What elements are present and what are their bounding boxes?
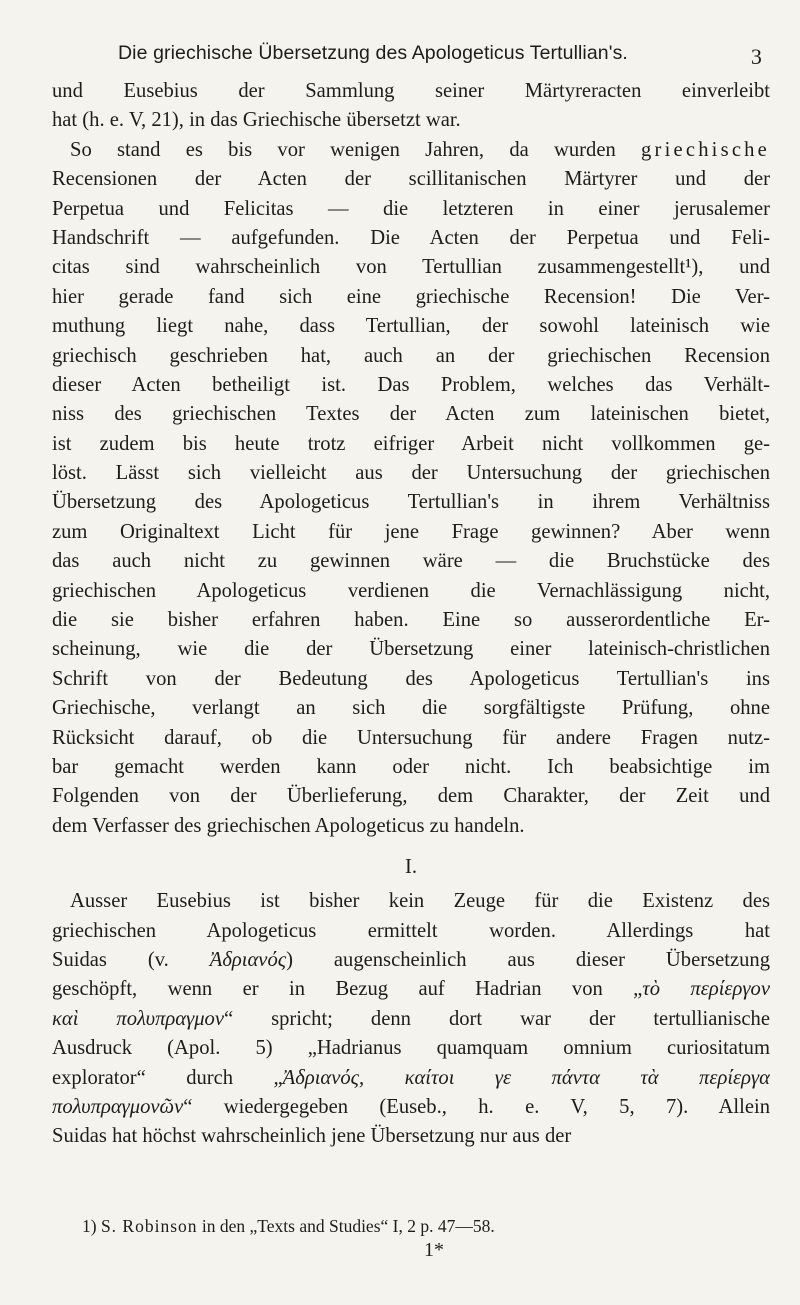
text-line: Recensionen der Acten der scillitanischen Märtyrer und der (52, 168, 770, 191)
text-line: Schrift von der Bedeutung des Apologeticus Tertullian's ins (52, 667, 770, 690)
text-line: niss des griechischen Textes der Acten zum lateinischen bietet, (52, 403, 770, 426)
text-line: citas sind wahrscheinlich von Tertullian zusammengestellt¹), und (52, 256, 770, 279)
text-line: dem Verfasser des griechischen Apologeticus zu handeln. (52, 814, 525, 837)
text-span: “ spricht; denn dort war der tertullianische (223, 1007, 770, 1030)
greek-term: πολυπραγμονῶν (52, 1095, 184, 1118)
text-line: zum Originaltext Licht für jene Frage gewinnen? Aber wenn (52, 520, 770, 543)
text-line: muthung liegt nahe, dass Tertullian, der sowohl lateinisch wie (52, 315, 770, 338)
text-line: hat (h. e. V, 21), in das Griechische übersetzt war. (52, 109, 461, 132)
text-line: Griechische, verlangt an sich die sorgfältigste Prüfung, ohne (52, 697, 770, 720)
greek-term: Ἀδριανός (209, 948, 287, 971)
main-text (52, 77, 770, 1152)
page-number: 3 (750, 44, 762, 69)
text-line: löst. Lässt sich vielleicht aus der Untersuchung der griechischen (52, 462, 770, 485)
text-line: Suidas hat höchst wahrscheinlich jene Übersetzung nur aus der (52, 1125, 572, 1148)
greek-term: καὶ πολυπραγμον (52, 1007, 224, 1030)
footnote-marker: 1) (82, 1216, 97, 1236)
text-line: griechischen Apologeticus verdienen die Vernachlässigung nicht, (52, 579, 770, 602)
footnote-text: in den „Texts and Studies“ I, 2 p. 47—58. (197, 1216, 495, 1236)
text-line (52, 1093, 770, 1122)
text-line: bar gemacht werden kann oder nicht. Ich beabsichtige im (52, 755, 770, 778)
text-line: das auch nicht zu gewinnen wäre — die Bruchstücke des (52, 550, 770, 573)
text-line: die sie bisher erfahren haben. Eine so ausserordentliche Er- (52, 609, 770, 632)
text-span: explorator“ durch „ (52, 1066, 283, 1089)
text-span: geschöpft, wenn er in Bezug auf Hadrian von „ (52, 978, 643, 1001)
text-line: Folgenden von der Überlieferung, dem Charakter, der Zeit und (52, 785, 770, 808)
text-line (52, 946, 770, 975)
text-line: dieser Acten betheiligt ist. Das Problem, welches das Verhält- (52, 373, 770, 396)
text-line (52, 1005, 770, 1034)
text-span: Suidas (v. (52, 948, 210, 971)
footnote-author: S. Robinson (100, 1216, 198, 1236)
text-line: und Eusebius der Sammlung seiner Märtyreracten einverleibt (52, 80, 770, 102)
text-line: Ausdruck (Apol. 5) „Hadrianus quamquam omnium curiositatum (52, 1037, 770, 1060)
text-line: Rücksicht darauf, ob die Untersuchung für andere Fragen nutz- (52, 726, 770, 749)
running-head (82, 42, 762, 72)
greek-term: τὸ περίεργον (642, 978, 770, 1001)
text-line: scheinung, wie die der Übersetzung einer lateinisch-christlichen (52, 638, 770, 661)
paragraph (52, 136, 770, 841)
text-line: hier gerade fand sich eine griechische Recension! Die Ver- (52, 285, 770, 308)
paragraph (52, 77, 770, 136)
text-span: ) augenscheinlich aus dieser Übersetzung (286, 948, 770, 971)
text-line: griechischen Apologeticus ermittelt worden. Allerdings hat (52, 919, 770, 942)
text-line (52, 136, 770, 165)
greek-term: Ἀδριανός, καίτοι γε πάντα τὰ περίεργα (282, 1066, 770, 1089)
text-span: “ wiedergegeben (Euseb., h. e. V, 5, 7). Allein (183, 1095, 770, 1118)
text-line: Perpetua und Felicitas — die letzteren in einer jerusalemer (52, 197, 770, 220)
signature-mark: 1* (424, 1239, 444, 1261)
emphasized-word: griechische (641, 138, 770, 161)
text-line (52, 1064, 770, 1093)
text-span: So stand es bis vor wenigen Jahren, da wurden (70, 138, 642, 161)
text-line: ist zudem bis heute trotz eifriger Arbeit nicht vollkommen ge- (52, 432, 770, 455)
text-line: Handschrift — aufgefunden. Die Acten der Perpetua und Feli- (52, 226, 770, 249)
running-head-title: Die griechische Übersetzung des Apologeticus Tertullian's. (118, 42, 628, 64)
paragraph (52, 887, 770, 1152)
text-line (52, 975, 770, 1004)
text-line: Übersetzung des Apologeticus Tertullian's in ihrem Verhältniss (52, 491, 770, 514)
text-line: Ausser Eusebius ist bisher kein Zeuge für die Existenz des (70, 890, 770, 913)
footnote (82, 1214, 742, 1238)
text-line: griechisch geschrieben hat, auch an der griechischen Recension (52, 344, 770, 367)
section-heading: I. (404, 856, 417, 879)
